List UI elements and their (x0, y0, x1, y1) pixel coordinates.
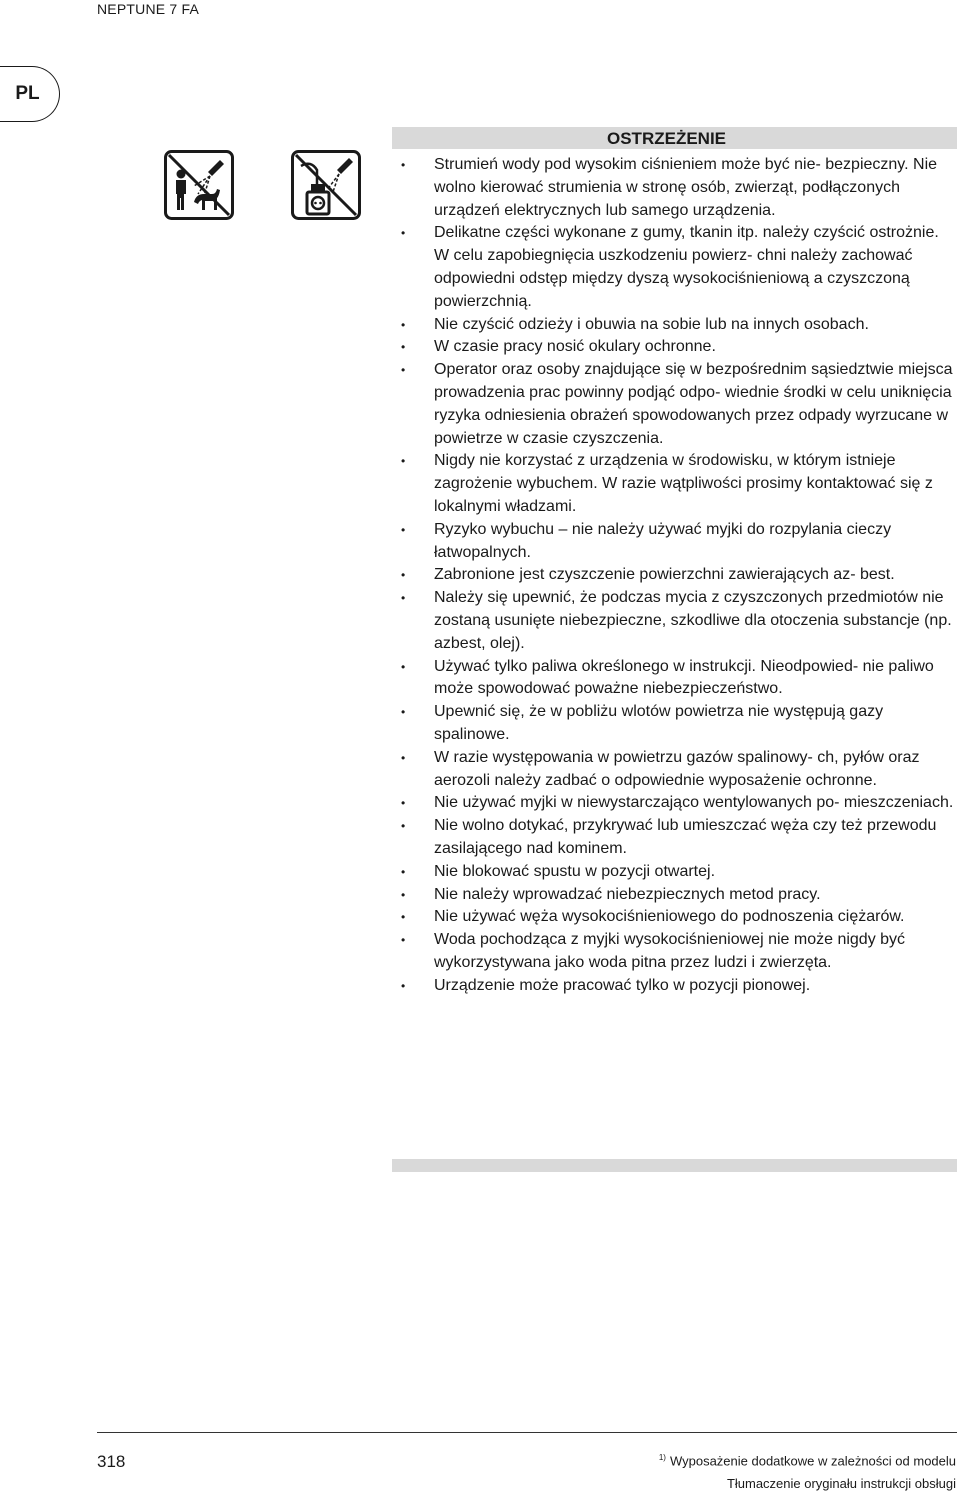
list-item-text: Nie używać myjki w niewystarczająco wentylowanych po- mieszczeniach. (434, 794, 954, 812)
bullet-icon: • (401, 568, 406, 583)
list-item-text: Delikatne części wykonane z gumy, tkanin itp. należy czyścić ostrożnie. W celu zapobiegnięcia uszkodzeniu powierz- chni należy zachować odpowiedni odstęp między dyszą wysokociśnieniową a czyszczoną powierzchnią. (434, 224, 939, 310)
bullet-icon: • (401, 864, 406, 879)
list-item-text: Nie czyścić odzieży i obuwia na sobie lub na innych osobach. (434, 315, 869, 333)
list-item-text: Operator oraz osoby znajdujące się w bezpośrednim sąsiedztwie miejsca prowadzenia prac powinny podjąć odpo- wiednie środki w celu uniknięcia ryzyka odniesienia obrażeń spowodowanych przez odpady wyrzucane w powietrze w czasie czyszczenia. (434, 361, 953, 447)
bullet-icon: • (401, 454, 406, 469)
list-item-text: Ryzyko wybuchu – nie należy używać myjki do rozpylania cieczy łatwopalnych. (434, 520, 892, 561)
warning-footer-bar (392, 1159, 957, 1172)
bullet-icon: • (401, 705, 406, 720)
list-item (392, 906, 957, 929)
list-item (392, 975, 957, 998)
list-item-text: W razie występowania w powietrzu gazów spalinowy- ch, pyłów oraz aerozoli należy zadbać o odpowiednie wyposażenie ochronne. (434, 748, 920, 789)
list-item (392, 336, 957, 359)
list-item (392, 884, 957, 907)
list-item-text: W czasie pracy nosić okulary ochronne. (434, 338, 716, 356)
list-item (392, 587, 957, 655)
list-item-text: Nie należy wprowadzać niebezpiecznych metod pracy. (434, 885, 821, 903)
list-item (392, 701, 957, 747)
bullet-icon: • (401, 363, 406, 378)
list-item-text: Woda pochodząca z myjki wysokociśnieniowej nie może nigdy być wykorzystywana jako woda pitna przez ludzi i zwierzęta. (434, 931, 906, 971)
no-spray-at-persons-animals-icon (164, 150, 234, 220)
list-item (392, 815, 957, 861)
list-item-text: Nigdy nie korzystać z urządzenia w środowisku, w którym istnieje zagrożenie wybuchem. W razie wątpliwości prosimy kontaktować się z lokalnymi władzami. (434, 452, 933, 515)
list-item-text: Nie używać węża wysokociśnieniowego do podnoszenia ciężarów. (434, 908, 905, 926)
bullet-icon: • (401, 910, 406, 925)
list-item-text: Należy się upewnić, że podczas mycia z czyszczonych przedmiotów nie zostaną usunięte niebezpieczne, szkodliwe dla otoczenia substancje (np. azbest, olej). (434, 589, 952, 652)
list-item (392, 929, 957, 975)
list-item (392, 222, 957, 313)
no-spray-at-electrical-socket-icon (291, 150, 361, 220)
list-item-text: Zabronione jest czyszczenie powierzchni zawierających az- best. (434, 566, 895, 584)
list-item (392, 656, 957, 702)
list-item-text: Używać tylko paliwa określonego w instrukcji. Nieodpowied- nie paliwo może spowodować poważne niebezpieczeństwo. (434, 657, 934, 698)
document-header: NEPTUNE 7 FA (97, 1, 199, 17)
list-item-text: Strumień wody pod wysokim ciśnieniem może być nie- bezpieczny. Nie wolno kierować strumienia w stronę osób, zwierząt, podłączonych urządzeń elektrycznych lub samego urządzenia. (434, 156, 938, 219)
page-number: 318 (97, 1452, 126, 1471)
list-item (392, 314, 957, 337)
bullet-icon: • (401, 978, 406, 993)
language-badge: PL (0, 66, 60, 122)
footnote-marker: 1) (658, 1453, 666, 1462)
list-item (392, 564, 957, 587)
footnote-text: Wyposażenie dodatkowe w zależności od modelu (669, 1453, 956, 1469)
bullet-icon: • (401, 226, 406, 241)
bullet-icon: • (401, 591, 406, 606)
list-item (392, 792, 957, 815)
list-item (392, 861, 957, 884)
bullet-icon: • (401, 750, 406, 765)
list-item (392, 519, 957, 565)
list-item-text: Urządzenie może pracować tylko w pozycji pionowej. (434, 976, 811, 994)
bullet-icon: • (401, 340, 406, 355)
list-item-text: Nie blokować spustu w pozycji otwartej. (434, 862, 716, 880)
bullet-icon: • (401, 522, 406, 537)
list-item (392, 154, 957, 222)
list-item (392, 747, 957, 793)
list-item (392, 359, 957, 450)
bullet-icon: • (401, 887, 406, 902)
list-item-text: Upewnić się, że w pobliżu wlotów powietrza nie występują gazy spalinowe. (434, 703, 884, 743)
warning-list (392, 154, 957, 997)
footer-divider (97, 1432, 957, 1433)
warning-title: OSTRZEŻENIE (607, 129, 727, 148)
bullet-icon: • (401, 933, 406, 948)
bullet-icon: • (401, 158, 406, 172)
footnote (659, 1453, 956, 1468)
bullet-icon: • (401, 317, 406, 332)
list-item (392, 450, 957, 518)
bullet-icon: • (401, 819, 406, 834)
bullet-icon: • (401, 796, 406, 811)
list-item-text: Nie wolno dotykać, przykrywać lub umieszczać węża czy też przewodu zasilającego nad kominem. (434, 817, 937, 857)
translation-note: Tłumaczenie oryginału instrukcji obsługi (726, 1476, 956, 1491)
bullet-icon: • (401, 659, 406, 674)
